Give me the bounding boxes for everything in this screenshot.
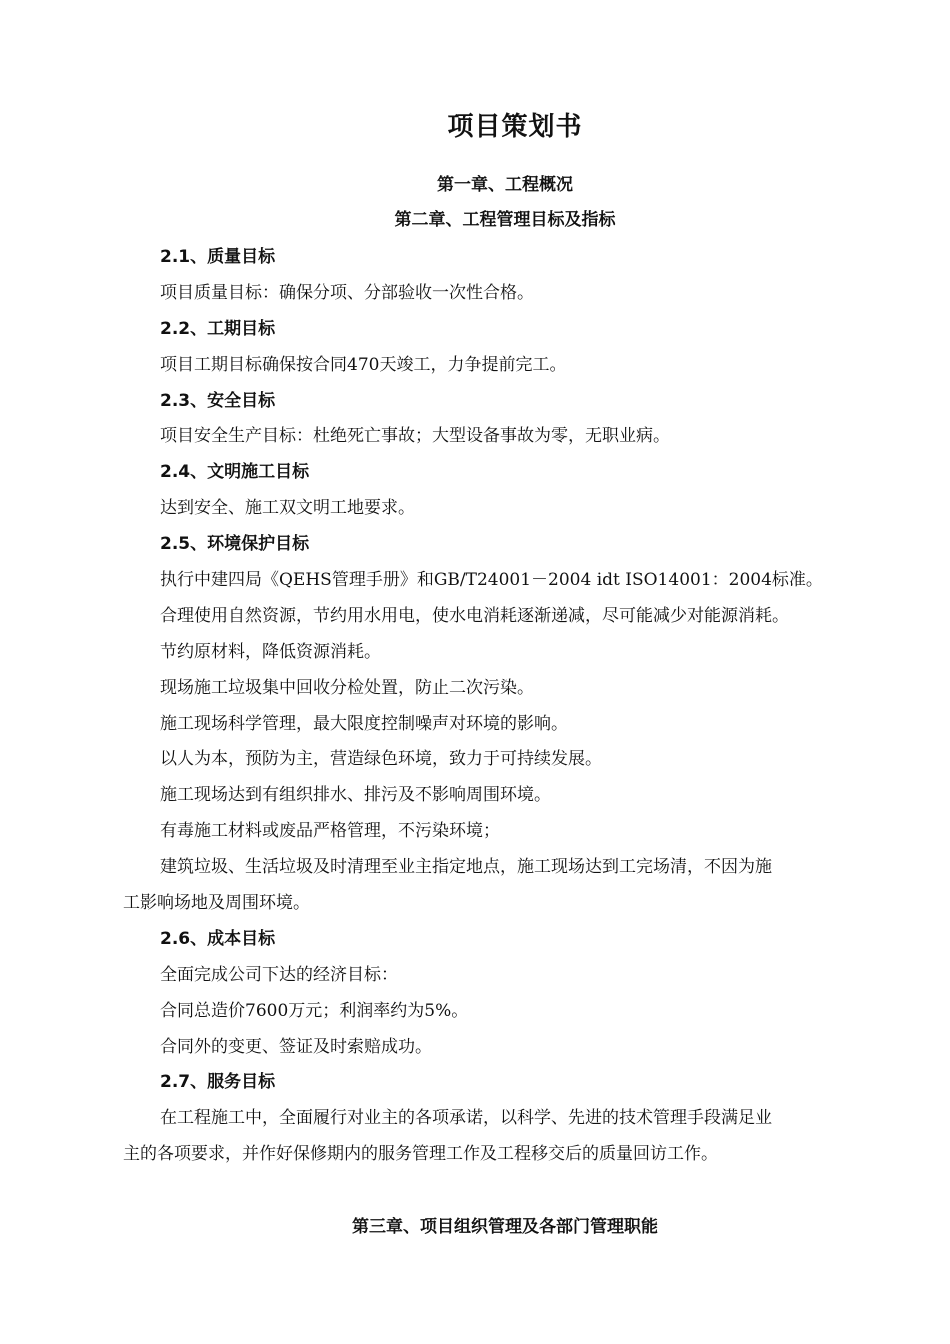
section-2-7-line: 在工程施工中，全面履行对业主的各项承诺，以科学、先进的技术管理手段满足业 bbox=[160, 1108, 772, 1128]
section-2-5-line: 有毒施工材料或废品严格管理，不污染环境； bbox=[160, 821, 500, 841]
section-2-6-line: 全面完成公司下达的经济目标： bbox=[160, 965, 398, 985]
section-2-4-heading: 2.4、文明施工目标 bbox=[160, 462, 310, 482]
chapter-2-heading: 第二章、工程管理目标及指标 bbox=[394, 210, 616, 230]
section-2-4-text: 达到安全、施工双文明工地要求。 bbox=[160, 498, 415, 518]
section-2-6-line: 合同外的变更、签证及时索赔成功。 bbox=[160, 1037, 432, 1057]
chapter-3-heading: 第三章、项目组织管理及各部门管理职能 bbox=[352, 1217, 658, 1237]
section-2-5-line: 建筑垃圾、生活垃圾及时清理至业主指定地点，施工现场达到工完场清，不因为施 bbox=[160, 857, 772, 877]
section-2-5-line: 施工现场达到有组织排水、排污及不影响周围环境。 bbox=[160, 785, 551, 805]
section-2-5-line: 合理使用自然资源，节约用水用电，使水电消耗逐渐递减，尽可能减少对能源消耗。 bbox=[160, 606, 789, 626]
section-2-6-heading: 2.6、成本目标 bbox=[160, 929, 276, 949]
section-2-2-heading: 2.2、工期目标 bbox=[160, 319, 276, 339]
section-2-3-heading: 2.3、安全目标 bbox=[160, 391, 276, 411]
section-2-5-line: 施工现场科学管理，最大限度控制噪声对环境的影响。 bbox=[160, 714, 568, 734]
section-2-5-line: 执行中建四局《QEHS管理手册》和GB/T24001－2004 idt ISO14001：2004标准。 bbox=[160, 570, 823, 590]
section-2-5-line: 现场施工垃圾集中回收分检处置，防止二次污染。 bbox=[160, 678, 534, 698]
section-2-5-heading: 2.5、环境保护目标 bbox=[160, 534, 310, 554]
section-2-5-line: 节约原材料，降低资源消耗。 bbox=[160, 642, 381, 662]
section-2-6-line: 合同总造价7600万元；利润率约为5%。 bbox=[160, 1001, 469, 1021]
section-2-7-heading: 2.7、服务目标 bbox=[160, 1072, 276, 1092]
section-2-1-text: 项目质量目标：确保分项、分部验收一次性合格。 bbox=[160, 283, 534, 303]
section-2-5-line-continuation: 工影响场地及周围环境。 bbox=[123, 893, 310, 913]
section-2-2-text: 项目工期目标确保按合同470天竣工，力争提前完工。 bbox=[160, 355, 567, 375]
chapter-1-heading: 第一章、工程概况 bbox=[437, 175, 573, 195]
section-2-5-line: 以人为本，预防为主，营造绿色环境，致力于可持续发展。 bbox=[160, 749, 602, 769]
document-title: 项目策划书 bbox=[447, 112, 583, 142]
section-2-3-text: 项目安全生产目标：杜绝死亡事故；大型设备事故为零，无职业病。 bbox=[160, 426, 670, 446]
section-2-7-line-continuation: 主的各项要求，并作好保修期内的服务管理工作及工程移交后的质量回访工作。 bbox=[123, 1144, 718, 1164]
section-2-1-heading: 2.1、质量目标 bbox=[160, 247, 276, 267]
